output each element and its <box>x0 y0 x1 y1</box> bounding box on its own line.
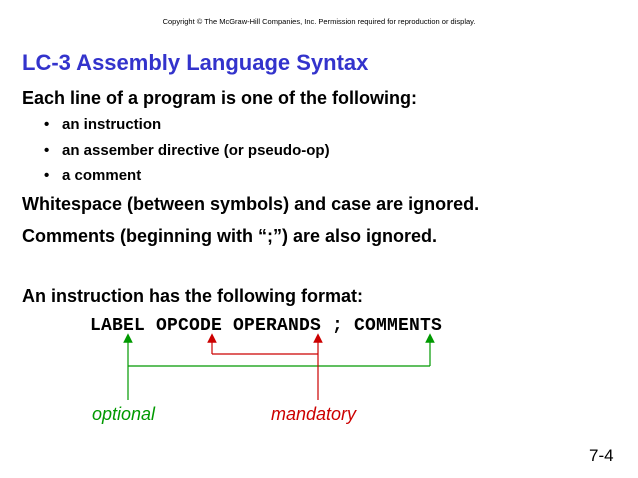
optional-label: optional <box>92 404 156 424</box>
slide-title: LC-3 Assembly Language Syntax <box>22 50 369 75</box>
comments-note: Comments (beginning with “;”) are also ignored. <box>22 226 438 246</box>
page-number: 7-4 <box>589 446 614 465</box>
intro-text: Each line of a program is one of the following: <box>22 88 418 108</box>
whitespace-note: Whitespace (between symbols) and case are ignored. <box>22 194 480 214</box>
copyright-notice: Copyright © The McGraw-Hill Companies, Inc. Permission required for reproduction or display. <box>162 17 476 26</box>
mandatory-label: mandatory <box>271 404 357 424</box>
bullet-icon: • <box>44 142 50 159</box>
bullet-icon: • <box>44 167 50 184</box>
bullet-icon: • <box>44 116 50 133</box>
bullet-text: an assember directive (or pseudo-op) <box>62 142 330 159</box>
format-intro: An instruction has the following format: <box>22 286 363 306</box>
bullet-text: an instruction <box>62 116 162 133</box>
instruction-format: LABEL OPCODE OPERANDS ; COMMENTS <box>90 316 443 336</box>
bullet-text: a comment <box>62 167 142 184</box>
